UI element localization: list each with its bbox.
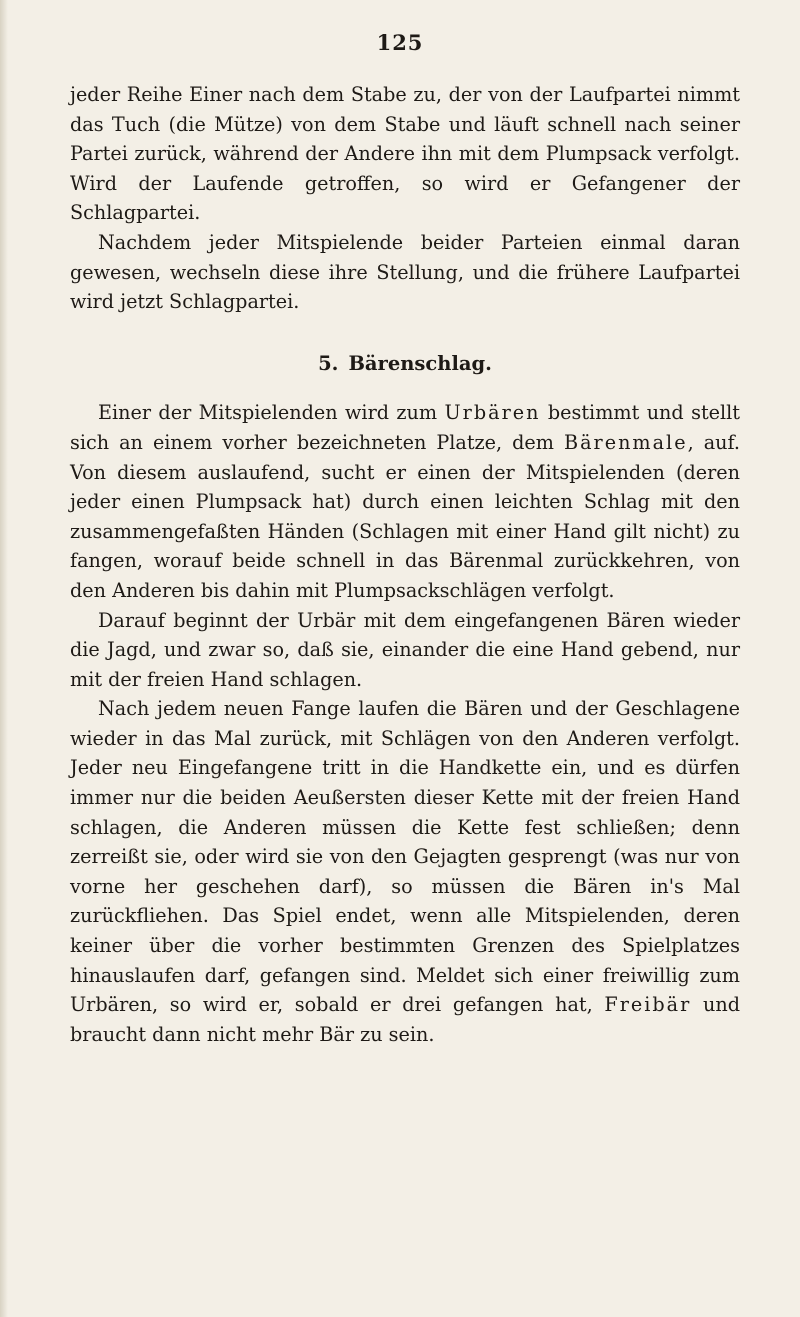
emphasized-term: Urbären [444,401,541,425]
paragraph: Nachdem jeder Mitspielende beider Parteien einmal daran gewesen, wechseln diese ihre Stellung, und die frühere Laufpartei wird jetzt Schlagpartei. [70,230,740,314]
paragraph: Einer der Mitspielenden wird zum Urbären bestimmt und stellt sich an einem vorher bezeichneten Platze, dem Bärenmale, auf. Von diesem auslaufend, sucht er einen der Mitspielenden (deren jeder einen Plumpsack hat) durch einen leichten Schlag mit den zusammengefaßten Händen (Schlagen mit einer Hand gilt nicht) zu fangen, worauf beide schnell in das Bärenmal zurückkehren, von den Anderen bis dahin mit Plumpsackschlägen verfolgt. [70,401,741,602]
section-number: 5. [318,351,339,375]
section-heading [70,349,740,379]
paragraph: Nach jedem neuen Fange laufen die Bären und der Geschlagene wieder in das Mal zurück, mit Schlägen von den Anderen verfolgt. Jeder neu Eingefangene tritt in die Handkette ein, und es dürfen immer nur die beiden Aeußersten dieser Kette mit der freien Hand schlagen, die Anderen müssen die Kette fest schließen; denn zerreißt sie, oder wird sie von den Gejagten gesprengt (was nur von vorne her geschehen darf), so müssen die Bären in's Mal zurückfliehen. Das Spiel endet, wenn alle Mitspielenden, deren keiner über die vorher bestimmten Grenzen des Spielplatzes hinauslaufen darf, gefangen sind. Meldet sich einer freiwillig zum Urbären, so wird er, sobald er drei gefangen hat, Freibär und braucht dann nicht mehr Bär zu sein. [70,697,740,1046]
paragraph: Darauf beginnt der Urbär mit dem eingefangenen Bären wieder die Jagd, und zwar so, daß sie, einander die eine Hand gebend, nur mit der freien Hand schlagen. [70,608,740,691]
paragraph: jeder Reihe Einer nach dem Stabe zu, der von der Laufpartei nimmt das Tuch (die Mütze) von dem Stabe und läuft schnell nach seiner Partei zurück, während der Andere ihn mit dem Plumpsack verfolgt. Wird der Laufende getroffen, so wird er Gefangener der Schlagpartei. [70,83,740,225]
page-edge-shadow [0,0,8,1317]
emphasized-term: Bärenmale [564,430,688,454]
section-title: Bärenschlag. [348,351,492,375]
page-number: 125 [376,30,424,55]
body-text [70,80,740,1049]
emphasized-term: Freibär [604,993,692,1017]
